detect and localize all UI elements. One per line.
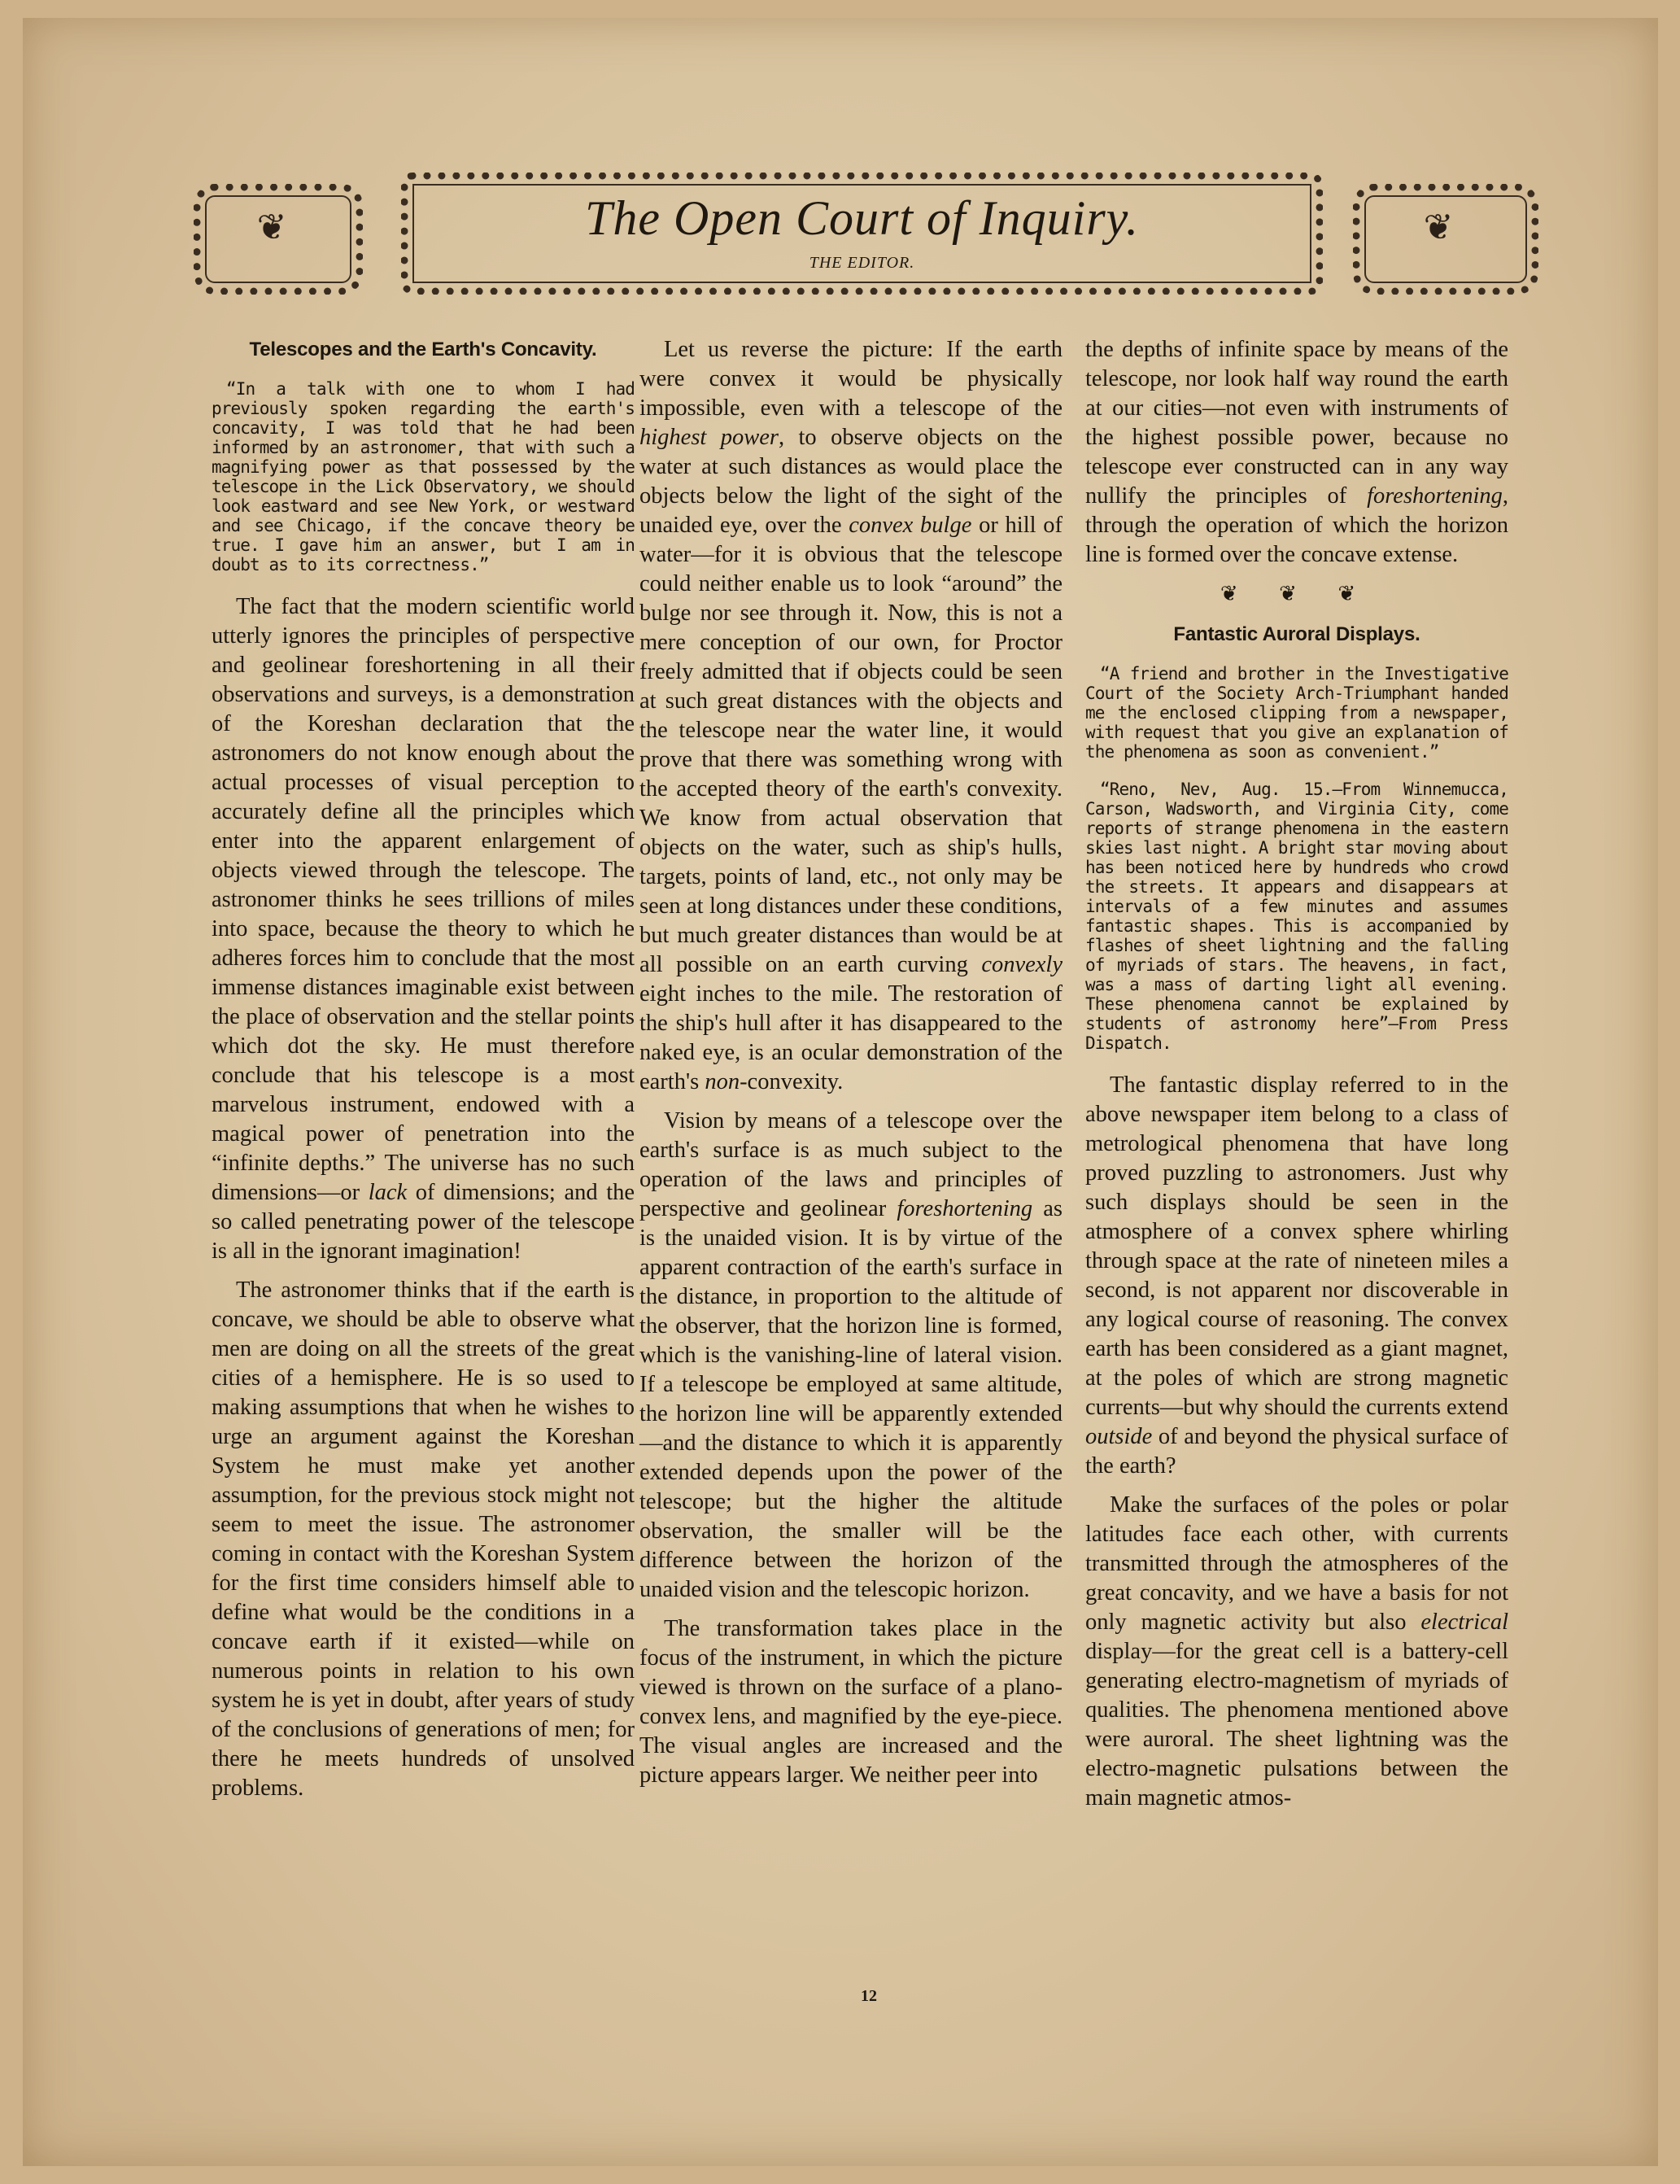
newspaper-page xyxy=(23,18,1658,2166)
fleuron-icon: ❦ xyxy=(256,207,287,247)
paragraph: The astronomer thinks that if the earth is concave, we should be able to observe what men are doing on all the streets of the great cities of a hemisphere. He is so used to making assumptions that when he wishes to urge an argument against the Koreshan System he must make yet another assumption, for the previous stock might not seem to meet the issue. The astronomer coming in contact with the Koreshan System for the first time considers himself able to define what would be the conditions in a concave earth if it existed—while on numerous points in relation to his own system he is yet in doubt, after years of study of the conclusions of generations of men; for there he meets hundreds of unsolved problems. xyxy=(212,1278,635,1801)
reader-question: “In a talk with one to whom I had previously spoken regarding the earth's concavity, I was told that he had been informed by an astronomer, that with such a magnifying power as that possessed by the telescope in the Lick Observatory, we should look eastward and see New York, or westward and see Chicago, if the concave theory be true. I gave him an answer, but I am in doubt as to its correctness.” xyxy=(212,379,635,574)
section-ornament: ❦ ❦ ❦ xyxy=(1220,582,1374,605)
paragraph: Let us reverse the picture: If the earth were convex it would be physically impossible, even with a telescope of the highest power, to observe objects on the water at such distances as would place the objects below the light of the sight of the unaided eye, over the convex bulge or hill of water—for it is obvious that the telescope could neither enable us to look “around” the bulge nor see through it. Now, this is not a mere conception of our own, for Proctor freely admitted that if objects could be seen at such great distances with the objects and the telescope near the water line, it would prove that there was something wrong with the accepted theory of the earth's convexity. We know from actual observation that objects on the water, such as ship's hulls, targets, points of land, etc., not only may be seen at long distances under these conditions, but much greater distances than would be at all possible on an earth curving convexly eight inches to the mile. The restoration of the ship's hull after it has disappeared to the naked eye, is an ocular demonstration of the earth's non-convexity. xyxy=(639,337,1063,1094)
paragraph: Vision by means of a telescope over the earth's surface is as much subject to the operation of the laws and principles of perspective and geolinear foreshortening as is the unaided vision. It is by virtue of the apparent contraction of the earth's surface in the distance, in proportion to the altitude of the observer, that the horizon line is formed, which is the vanishing-line of lateral vision. If a telescope be employed at same altitude, the horizon line will be apparently extended—and the distance to which it is apparently extended depends upon the power of the telescope; but the higher the altitude observation, the smaller will be the difference between the horizon of the unaided vision and the telescopic horizon. xyxy=(639,1108,1063,1602)
article-heading: Telescopes and the Earth's Concavity. xyxy=(249,339,597,360)
page-title: The Open Court of Inquiry. xyxy=(585,191,1139,245)
column-3 xyxy=(1085,335,1508,1823)
press-clipping: “Reno, Nev, Aug. 15.—From Winnemucca, Carson, Wadsworth, and Virginia City, come reports of strange phenomena in the eastern skies last night. A bright star moving about has been noticed here by hundreds who crowd the streets. It appears and disappears at intervals of a few minutes and assumes fantastic shapes. This is accompanied by flashes of sheet lightning and the falling of myriads of stars. The heavens, in fact, was a mass of darting light all evening. These phenomena cannot be explained by students of astronomy here”—From Press Dispatch. xyxy=(1085,780,1508,1053)
paragraph: The fact that the modern scientific world utterly ignores the principles of perspective and geolinear foreshortening in all their observations and surveys, is a demonstration of the Koreshan declaration that the astronomers do not know enough about the actual processes of visual perception to accurately define all the principles which enter into the apparent enlargement of objects viewed through the telescope. The astronomer thinks he sees trillions of miles into space, because the theory to which he adheres forces him to conclude that the most immense distances imaginable exist between the place of observation and the stellar points which dot the sky. He must therefore conclude that his telescope is a most marvelous instrument, endowed with a magical power of penetration into the “infinite depths.” The universe has no such dimensions—or lack of dimensions; and the so called penetrating power of the telescope is all in the ignorant imagination! xyxy=(212,594,635,1264)
paragraph: Make the surfaces of the poles or polar latitudes face each other, with currents transmitted through the atmospheres of the great concavity, and we have a basis for not only magnetic activity but also electrical display—for the great cell is a battery-cell generating electro-magnetism of myriads of qualities. The phenomena mentioned above were auroral. The sheet lightning was the electro-magnetic pulsations between the main magnetic atmos- xyxy=(1085,1492,1508,1811)
page-number: 12 xyxy=(861,1987,877,2005)
column-2 xyxy=(639,335,1063,1800)
masthead xyxy=(194,173,1548,303)
article-heading: Fantastic Auroral Displays. xyxy=(1173,623,1420,645)
paragraph: The transformation takes place in the focus of the instrument, in which the picture viewed is thrown on the surface of a plano-convex lens, and magnified by the eye-piece. The visual angles are increased and the picture appears larger. We neither peer into xyxy=(639,1616,1063,1788)
byline: THE EDITOR. xyxy=(809,254,915,272)
fleuron-icon: ❦ xyxy=(1423,207,1454,247)
reader-question: “A friend and brother in the Investigative Court of the Society Arch-Triumphant handed me the enclosed clipping from a newspaper, with request that you give an explanation of the phenomena as soon as convenient.” xyxy=(1085,664,1508,762)
column-1 xyxy=(212,335,635,1813)
paragraph: The fantastic display referred to in the above newspaper item belong to a class of metrological phenomena that have long proved puzzling to astronomers. Just why such displays should be seen in the atmosphere of a convex sphere whirling through space at the rate of nineteen miles a second, is not apparent nor discoverable in any logical course of reasoning. The convex earth has been considered as a giant magnet, at the poles of which are strong magnetic currents—but why should the currents extend outside of and beyond the physical surface of the earth? xyxy=(1085,1072,1508,1479)
paragraph: the depths of infinite space by means of the telescope, nor look half way round the earth at our cities—not even with instruments of the highest possible power, because no telescope ever constructed can in any way nullify the principles of foreshortening, through the operation of which the horizon line is formed over the concave extense. xyxy=(1085,337,1508,567)
